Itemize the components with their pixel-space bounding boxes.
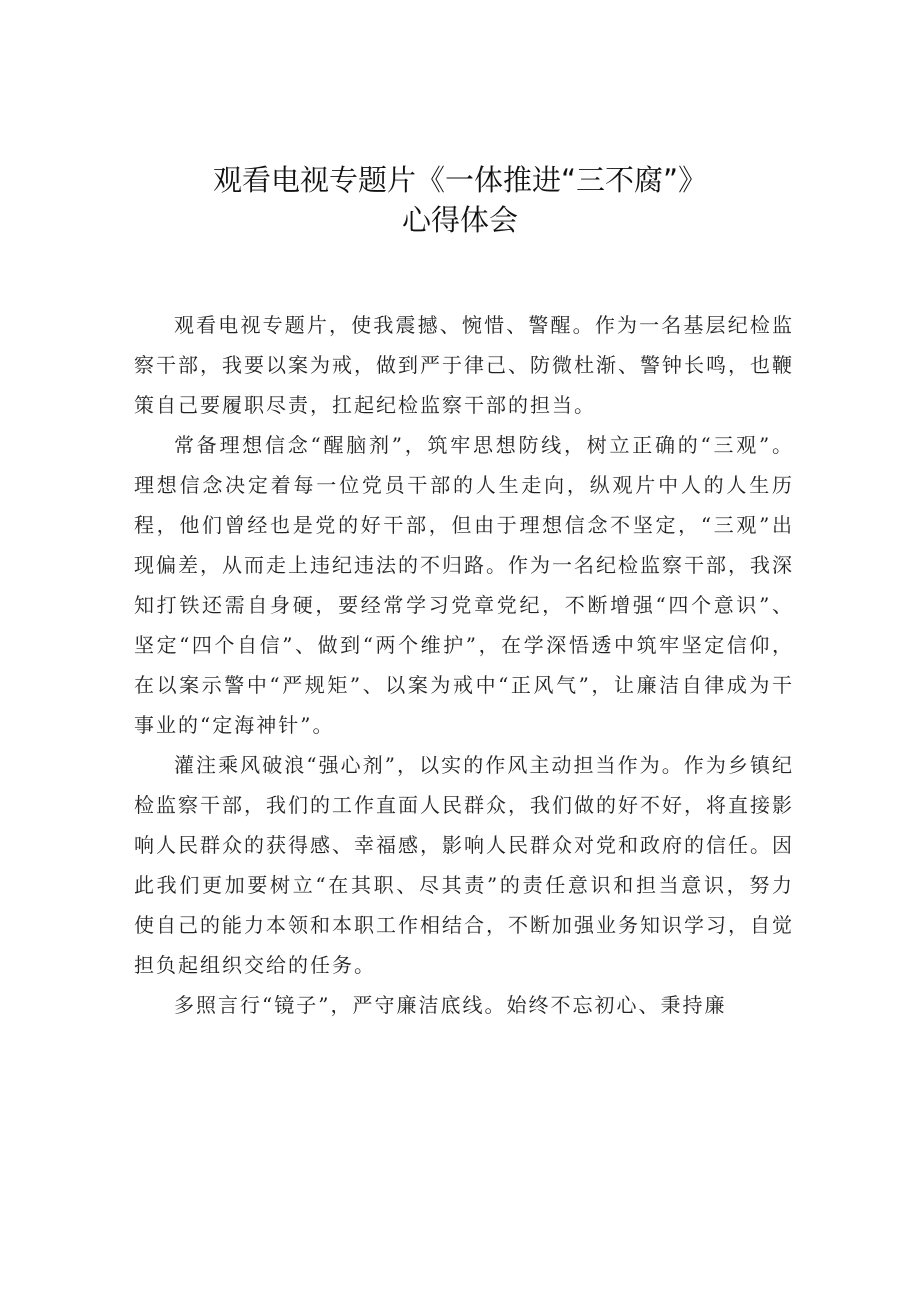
- paragraph-1: 观看电视专题片，使我震撼、惋惜、警醒。作为一名基层纪检监察干部，我要以案为戒，做到严于律己、防微杜渐、警钟长鸣，也鞭策自己要履职尽责，扛起纪检监察干部的担当。: [134, 313, 794, 417]
- document-body: [134, 305, 794, 1025]
- title-line-1: 观看电视专题片《一体推进“三不腐”》: [212, 163, 708, 197]
- title-line-2: 心得体会: [401, 203, 518, 237]
- paragraph-4: 多照言行“镜子”，严守廉洁底线。始终不忘初心、秉持廉: [174, 993, 727, 1017]
- paragraph-2: 常备理想信念“醒脑剂”，筑牢思想防线，树立正确的“三观”。理想信念决定着每一位党员干部的人生走向，纵观片中人的人生历程，他们曾经也是党的好干部，但由于理想信念不坚定，“三观”出现偏差，从而走上违纪违法的不归路。作为一名纪检监察干部，我深知打铁还需自身硬，要经常学习党章党纪，不断增强“四个意识”、坚定“四个自信”、做到“两个维护”，在学深悟透中筑牢坚定信仰，在以案示警中“严规矩”、以案为戒中“正风气”，让廉洁自律成为干事业的“定海神针”。: [134, 433, 794, 737]
- document-title: [0, 160, 920, 240]
- paragraph-3: 灌注乘风破浪“强心剂”，以实的作风主动担当作为。作为乡镇纪检监察干部，我们的工作直面人民群众，我们做的好不好，将直接影响人民群众的获得感、幸福感，影响人民群众对党和政府的信任。因此我们更加要树立“在其职、尽其责”的责任意识和担当意识，努力使自己的能力本领和本职工作相结合，不断加强业务知识学习，自觉担负起组织交给的任务。: [134, 753, 794, 977]
